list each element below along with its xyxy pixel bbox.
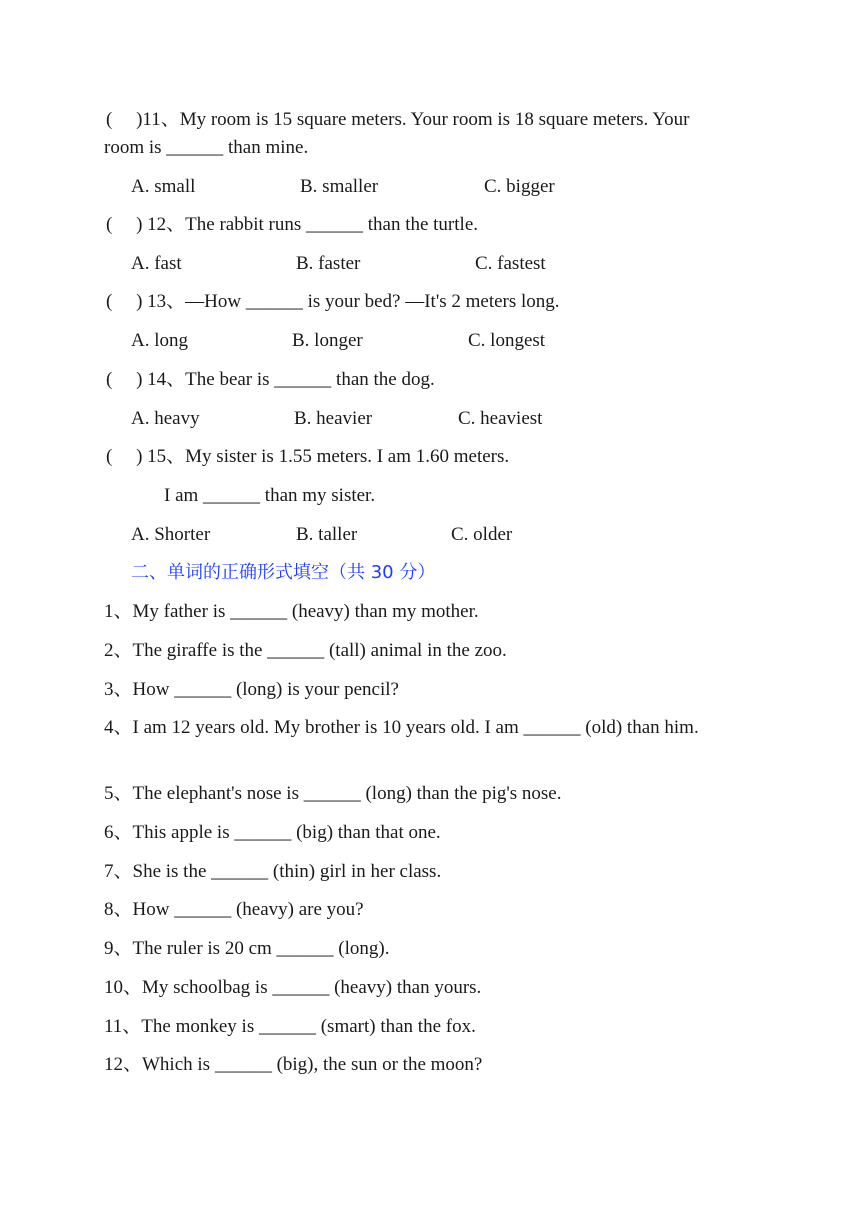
question-13-option-b: B. longer [292,330,363,351]
question-11-option-c: C. bigger [484,176,555,197]
question-13-line-1: ( ) 13、—How ______ is your bed? —It's 2 meters long. [106,291,560,312]
question-12-option-b: B. faster [296,253,361,274]
fill-item-11: 11、The monkey is ______ (smart) than the fox. [104,1016,476,1037]
question-11-line-2: room is ______ than mine. [104,137,309,158]
question-15-line-1: ( ) 15、My sister is 1.55 meters. I am 1.60 meters. [106,446,510,467]
fill-item-9: 9、The ruler is 20 cm ______ (long). [104,938,390,959]
fill-item-2: 2、The giraffe is the ______ (tall) animal in the zoo. [104,640,507,661]
question-13-option-c: C. longest [468,330,546,351]
fill-item-7: 7、She is the ______ (thin) girl in her class. [104,861,442,882]
question-15-option-c: C. older [451,524,513,545]
question-14-option-c: C. heaviest [458,408,543,429]
fill-item-6: 6、This apple is ______ (big) than that one. [104,822,441,843]
question-15-line-2: I am ______ than my sister. [164,485,376,506]
fill-item-10: 10、My schoolbag is ______ (heavy) than yours. [104,977,482,998]
fill-item-3: 3、How ______ (long) is your pencil? [104,679,399,700]
question-14-option-a: A. heavy [131,408,200,429]
question-15-option-b: B. taller [296,524,358,545]
fill-item-8: 8、How ______ (heavy) are you? [104,899,364,920]
question-12-line-1: ( ) 12、The rabbit runs ______ than the turtle. [106,214,479,235]
fill-item-1: 1、My father is ______ (heavy) than my mother. [104,601,479,622]
fill-item-5: 5、The elephant's nose is ______ (long) than the pig's nose. [104,783,562,804]
fill-item-12: 12、Which is ______ (big), the sun or the moon? [104,1054,483,1075]
question-12-option-a: A. fast [131,253,182,274]
question-12-option-c: C. fastest [475,253,546,274]
question-11-option-a: A. small [131,176,196,197]
section-2-heading: 二、单词的正确形式填空（共 30 分） [131,562,436,583]
question-13-option-a: A. long [131,330,188,351]
question-14-option-b: B. heavier [294,408,373,429]
question-11-option-b: B. smaller [300,176,379,197]
question-14-line-1: ( ) 14、The bear is ______ than the dog. [106,369,435,390]
question-15-option-a: A. Shorter [131,524,211,545]
question-11-line-1: ( )11、My room is 15 square meters. Your room is 18 square meters. Your [106,109,690,130]
fill-item-4: 4、I am 12 years old. My brother is 10 years old. I am ______ (old) than him. [104,717,699,738]
